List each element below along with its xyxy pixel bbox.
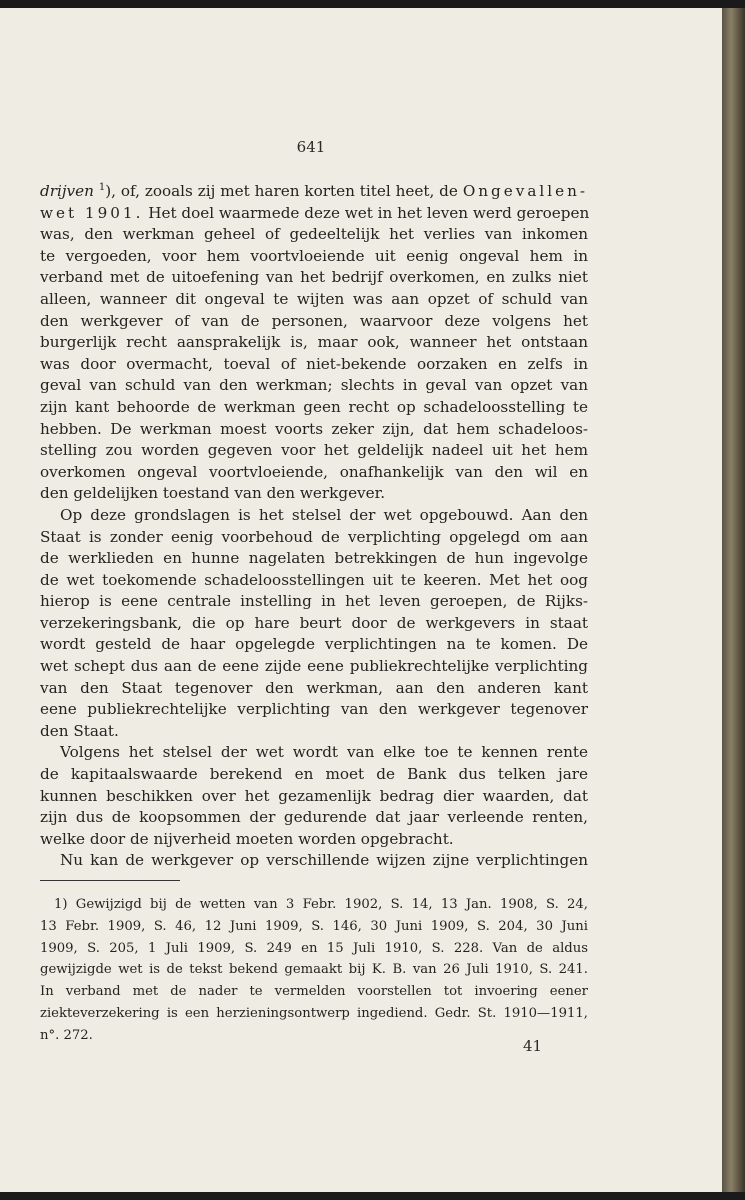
text-segment: ), of, zooals zij met haren korten titel heet, de — [105, 182, 463, 200]
law-title-spaced: Ongevallen- — [462, 182, 589, 200]
footnote-line: gewijzigde wet is de tekst bekend gemaakt bij K. B. van 26 Juli 1910, S. 241. — [40, 962, 588, 978]
text-line: de wet toekomende schadeloosstellingen uit te keeren. Met het oog — [40, 570, 588, 589]
text-line: hebben. De werkman moest voorts zeker zijn, dat hem schadeloos- — [40, 419, 588, 438]
text-line: wordt gesteld de haar opgelegde verplichtingen na te komen. De — [40, 635, 588, 654]
footnote-line: n°. 272. — [40, 1027, 93, 1043]
text-line: was, den werkman geheel of gedeeltelijk het verlies van inkomen — [40, 225, 588, 244]
book-binding-edge — [722, 8, 745, 1192]
text-line: den Staat. — [40, 721, 119, 740]
text-line: den geldelijken toestand van den werkgever. — [40, 484, 386, 503]
text-line: was door overmacht, toeval of niet-bekende oorzaken en zelfs in — [40, 354, 588, 373]
italic-word: drijven — [40, 182, 94, 200]
signature-mark: 41 — [523, 1037, 543, 1055]
footnote — [40, 894, 588, 1047]
text-line: hierop is eene centrale instelling in het leven geroepen, de Rijks- — [40, 592, 588, 611]
text-line: geval van schuld van den werkman; slechts in geval van opzet van — [40, 376, 588, 395]
footnote-divider — [40, 880, 180, 881]
text-line: stelling zou worden gegeven voor het geldelijk nadeel uit het hem — [40, 441, 588, 460]
text-line: kunnen beschikken over het gezamenlijk bedrag dier waarden, dat — [40, 786, 588, 805]
text-line: verband met de uitoefening van het bedrijf overkomen, en zulks niet — [40, 268, 588, 287]
text-line: burgerlijk recht aansprakelijk is, maar ook, wanneer het ontstaan — [40, 333, 588, 352]
footnote-line: ziekteverzekering is een herzieningsontwerp ingediend. Gedr. St. 1910—1911, — [40, 1005, 588, 1021]
text-line — [40, 181, 588, 203]
text-line: Staat is zonder eenig voorbehoud de verplichting opgelegd om aan — [40, 527, 588, 546]
text-line: verzekeringsbank, die op hare beurt door de werkgevers in staat — [40, 613, 588, 632]
text-line: Nu kan de werkgever op verschillende wijzen zijne verplichtingen — [60, 851, 588, 870]
footnote-line: 13 Febr. 1909, S. 46, 12 Juni 1909, S. 146, 30 Juni 1909, S. 204, 30 Juni — [40, 918, 588, 934]
text-line: van den Staat tegenover den werkman, aan den anderen kant — [40, 678, 588, 697]
text-line — [40, 203, 588, 225]
text-line: overkomen ongeval voortvloeiende, onafhankelijk van den wil en — [40, 462, 588, 481]
text-line: Op deze grondslagen is het stelsel der wet opgebouwd. Aan den — [60, 505, 588, 524]
text-line: alleen, wanneer dit ongeval te wijten was aan opzet of schuld van — [40, 289, 588, 308]
text-line: de kapitaalswaarde berekend en moet de Bank dus telken jare — [40, 765, 588, 784]
text-line: welke door de nijverheid moeten worden opgebracht. — [40, 829, 454, 848]
book-page — [0, 8, 722, 1192]
text-line: wet schept dus aan de eene zijde eene publiekrechtelijke verplichting — [40, 657, 588, 676]
text-line: zijn dus de koopsommen der gedurende dat jaar verleende renten, — [40, 808, 588, 827]
text-line: den werkgever of van de personen, waarvoor deze volgens het — [40, 311, 588, 330]
text-line: te vergoeden, voor hem voortvloeiende uit eenig ongeval hem in — [40, 246, 588, 265]
footnote-line: 1909, S. 205, 1 Juli 1909, S. 249 en 15 Juli 1910, S. 228. Van de aldus — [40, 940, 588, 956]
text-line: eene publiekrechtelijke verplichting van den werkgever tegenover — [40, 700, 588, 719]
body-text — [40, 181, 588, 872]
text-line: Volgens het stelsel der wet wordt van elke toe te kennen rente — [60, 743, 588, 762]
text-line: zijn kant behoorde de werkman geen recht op schadeloosstelling te — [40, 397, 588, 416]
page-number: 641 — [296, 138, 326, 156]
footnote-line: 1) Gewijzigd bij de wetten van 3 Febr. 1902, S. 14, 13 Jan. 1908, S. 24, — [54, 897, 588, 912]
footnote-ref: 1 — [98, 181, 106, 193]
text-line: de werklieden en hunne nagelaten betrekkingen de hun ingevolge — [40, 549, 588, 568]
text-segment: Het doel waarmede deze wet in het leven werd geroepen — [143, 203, 590, 222]
law-title-spaced: wet 1901. — [40, 203, 144, 222]
footnote-line: In verband met de nader te vermelden voorstellen tot invoering eener — [40, 984, 588, 1000]
